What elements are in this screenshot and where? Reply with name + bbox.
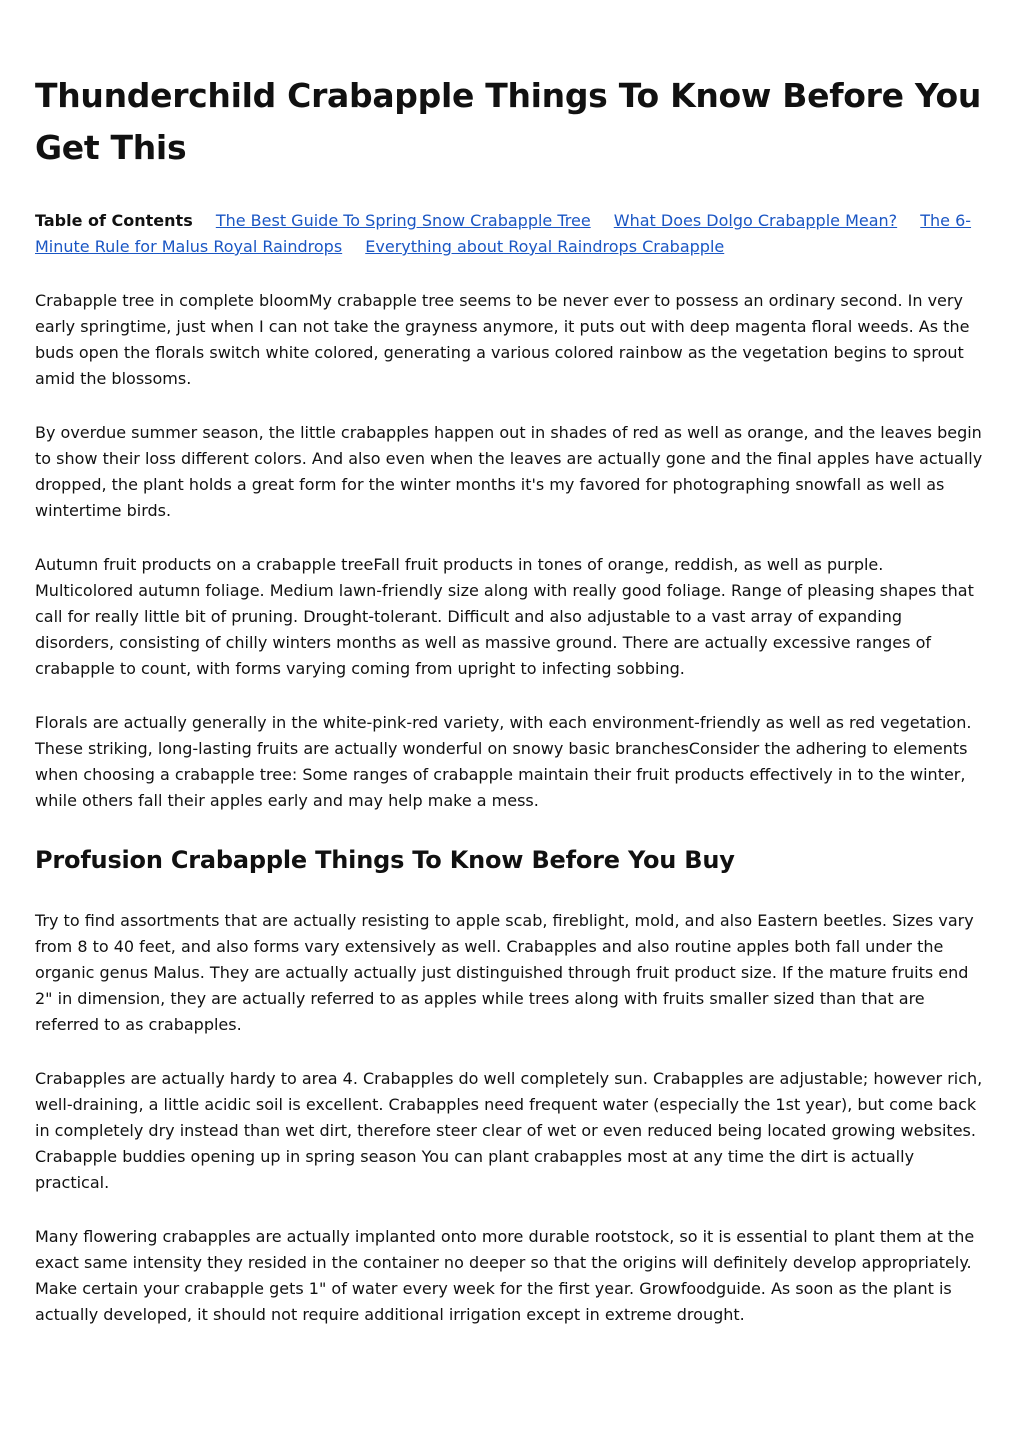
toc-link-malus-royal-raindrops[interactable]: The 6-Minute Rule for Malus Royal Raindrops (35, 211, 972, 256)
toc-label: Table of Contents (35, 211, 193, 230)
paragraph: Many flowering crabapples are actually implanted onto more durable rootstock, so it is essential to plant them at the exact same intensity they resided in the container no deeper so that the origins will definitely develop appropriately. Make certain your crabapple gets 1" of water every week for the first year. Growfoodguide. As soon as the plant is actually developed, it should not require additional irrigation except in extreme drought. (35, 1227, 975, 1324)
page-title: Thunderchild Crabapple Things To Know Before You Get This (35, 76, 982, 167)
paragraph: Autumn fruit products on a crabapple treeFall fruit products in tones of orange, reddish, as well as purple. Multicolored autumn foliage. Medium lawn-friendly size along with really good foliage. Range of pleasing shapes that call for really little bit of pruning. Drought-tolerant. Difficult and also adjustable to a vast array of expanding disorders, consisting of chilly winters months as well as massive ground. There are actually excessive ranges of crabapple to count, with forms varying coming from upright to infecting sobbing. (35, 555, 974, 678)
paragraph: Crabapples are actually hardy to area 4. Crabapples do well completely sun. Crabapples are adjustable; however rich, well-draining, a little acidic soil is excellent. Crabapples need frequent water (especially the 1st year), but come back in completely dry instead than wet dirt, therefore steer clear of wet or even reduced being located growing websites. Crabapple buddies opening up in spring season You can plant crabapples most at any time the dirt is actually practical. (35, 1069, 983, 1192)
section-heading: Profusion Crabapple Things To Know Before You Buy (35, 846, 735, 874)
toc-link-spring-snow[interactable]: The Best Guide To Spring Snow Crabapple Tree (215, 211, 591, 230)
paragraph: Try to find assortments that are actually resisting to apple scab, fireblight, mold, and also Eastern beetles. Sizes vary from 8 to 40 feet, and also forms vary extensively as well. Crabapples and also routine apples both fall under the organic genus Malus. They are actually actually just distinguished through fruit product size. If the mature fruits end 2" in dimension, they are actually referred to as apples while trees along with fruits smaller sized than that are referred to as crabapples. (35, 911, 974, 1034)
paragraph: Florals are actually generally in the white-pink-red variety, with each environment-friendly as well as red vegetation. These striking, long-lasting fruits are actually wonderful on snowy basic branchesConsider the adhering to elements when choosing a crabapple tree: Some ranges of crabapple maintain their fruit products effectively in to the winter, while others fall their apples early and may help make a mess. (35, 713, 972, 810)
paragraph: By overdue summer season, the little crabapples happen out in shades of red as well as orange, and the leaves begin to show their loss different colors. And also even when the leaves are actually gone and the final apples have actually dropped, the plant holds a great form for the winter months it's my favored for photographing snowfall as well as wintertime birds. (35, 423, 983, 520)
paragraph: Crabapple tree in complete bloomMy crabapple tree seems to be never ever to possess an ordinary second. In very early springtime, just when I can not take the grayness anymore, it puts out with deep magenta floral weeds. As the buds open the florals switch white colored, generating a various colored rainbow as the vegetation begins to sprout amid the blossoms. (35, 291, 970, 388)
toc-link-royal-raindrops[interactable]: Everything about Royal Raindrops Crabapple (365, 237, 725, 256)
toc-link-dolgo[interactable]: What Does Dolgo Crabapple Mean? (613, 211, 898, 230)
table-of-contents (35, 208, 984, 260)
